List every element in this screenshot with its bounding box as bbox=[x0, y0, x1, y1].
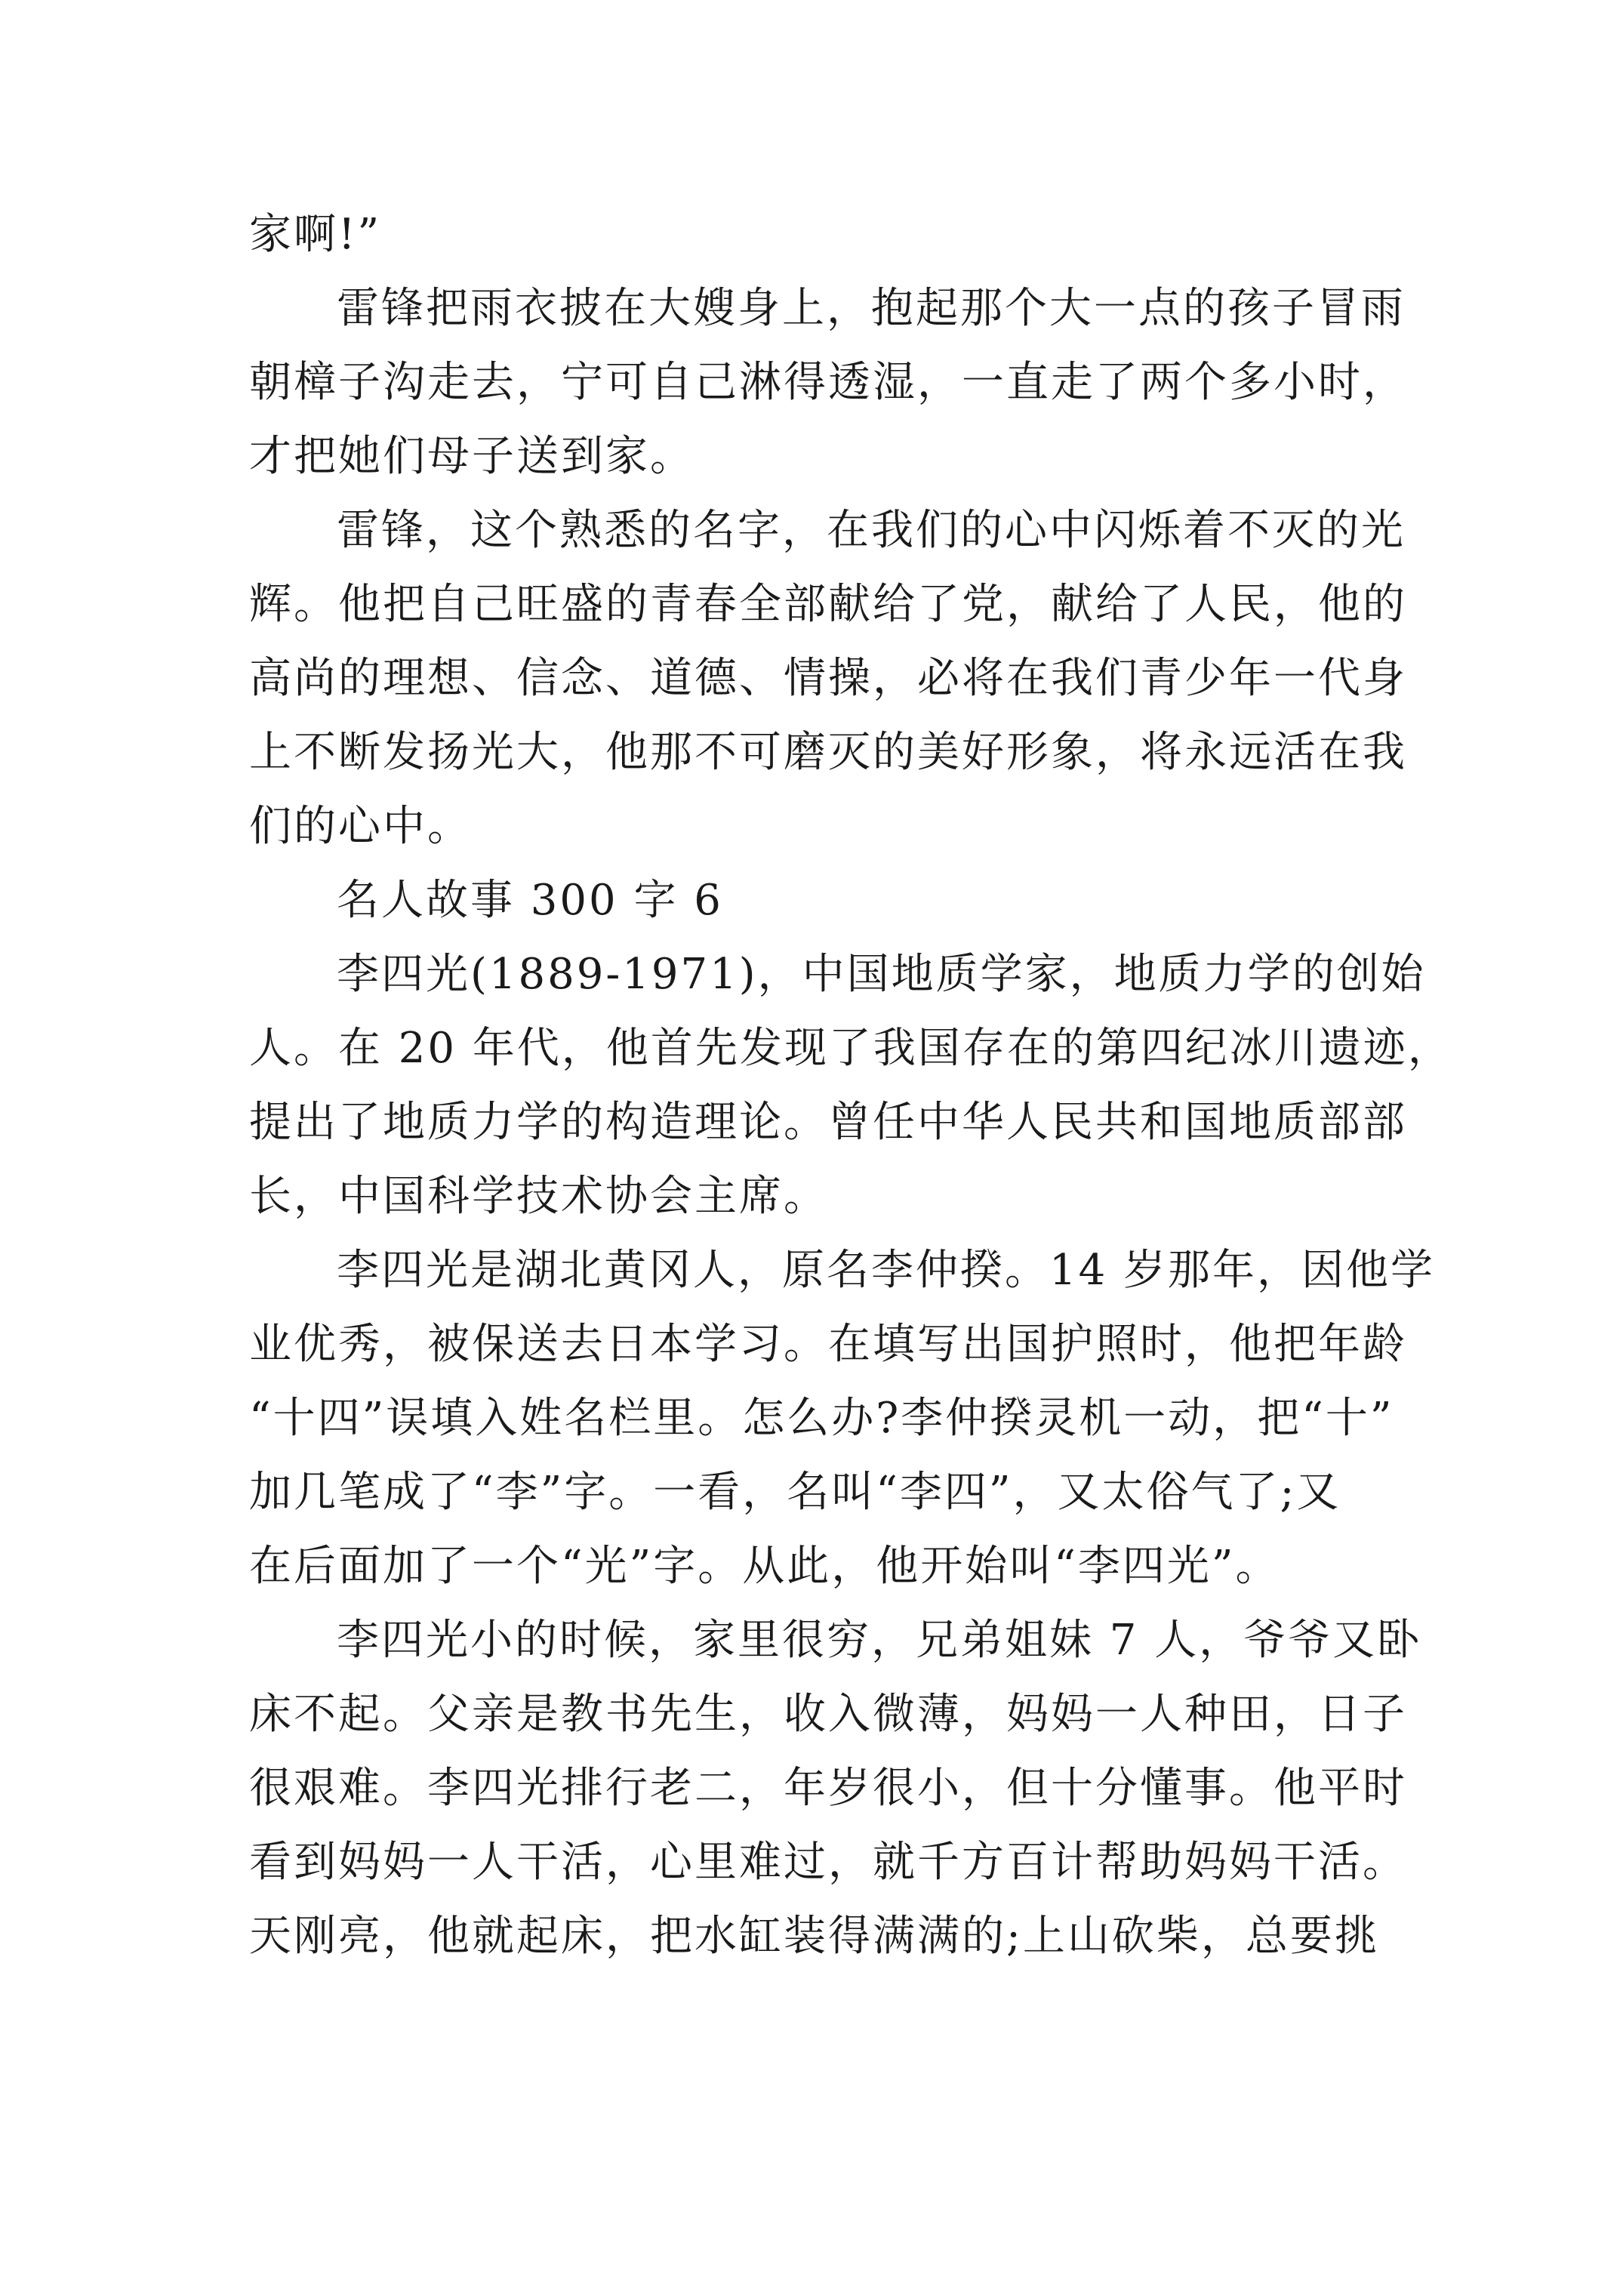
text-line: 天刚亮，他就起床，把水缸装得满满的;上山砍柴，总要挑 bbox=[249, 1912, 1379, 1961]
body-text bbox=[249, 198, 1452, 1974]
text-line: 加几笔成了“李”字。一看，名叫“李四”，又太俗气了;又 bbox=[249, 1468, 1341, 1517]
text-line: 们的心中。 bbox=[249, 802, 472, 851]
text-line: 很艰难。李四光排行老二，年岁很小，但十分懂事。他平时 bbox=[249, 1764, 1407, 1813]
text-line: 家啊!” bbox=[249, 210, 382, 259]
text-line: 长，中国科学技术协会主席。 bbox=[249, 1172, 828, 1221]
text-line: 床不起。父亲是教书先生，收入微薄，妈妈一人种田，日子 bbox=[249, 1690, 1407, 1739]
text-line: “十四”误填入姓名栏里。怎么办?李仲揆灵机一动，把“十” bbox=[249, 1394, 1394, 1443]
text-line: 朝樟子沟走去，宁可自己淋得透湿，一直走了两个多小时， bbox=[249, 358, 1407, 407]
text-line: 雷锋把雨衣披在大嫂身上，抱起那个大一点的孩子冒雨 bbox=[337, 284, 1406, 333]
text-line: 提出了地质力学的构造理论。曾任中华人民共和国地质部部 bbox=[249, 1098, 1407, 1147]
text-line: 上不断发扬光大，他那不可磨灭的美好形象，将永远活在我 bbox=[249, 728, 1407, 777]
text-line: 看到妈妈一人干活，心里难过，就千方百计帮助妈妈干活。 bbox=[249, 1838, 1407, 1887]
text-line: 李四光是湖北黄冈人，原名李仲揆。14 岁那年，因他学 bbox=[337, 1246, 1436, 1295]
text-line: 雷锋，这个熟悉的名字，在我们的心中闪烁着不灭的光 bbox=[337, 506, 1406, 555]
text-line: 李四光小的时候，家里很穷，兄弟姐妹 7 人，爷爷又卧 bbox=[337, 1616, 1422, 1665]
text-line: 高尚的理想、信念、道德、情操，必将在我们青少年一代身 bbox=[249, 654, 1407, 703]
text-line: 辉。他把自己旺盛的青春全部献给了党，献给了人民，他的 bbox=[249, 580, 1407, 629]
text-line: 业优秀，被保送去日本学习。在填写出国护照时，他把年龄 bbox=[249, 1320, 1407, 1369]
text-line: 在后面加了一个“光”字。从此，他开始叫“李四光”。 bbox=[249, 1542, 1280, 1591]
text-line: 名人故事 300 字 6 bbox=[337, 876, 723, 925]
text-line: 才把她们母子送到家。 bbox=[249, 432, 694, 481]
text-line: 人。在 20 年代，他首先发现了我国存在的第四纪冰川遗迹， bbox=[249, 1024, 1452, 1073]
text-line: 李四光(1889-1971)，中国地质学家，地质力学的创始 bbox=[337, 950, 1426, 999]
